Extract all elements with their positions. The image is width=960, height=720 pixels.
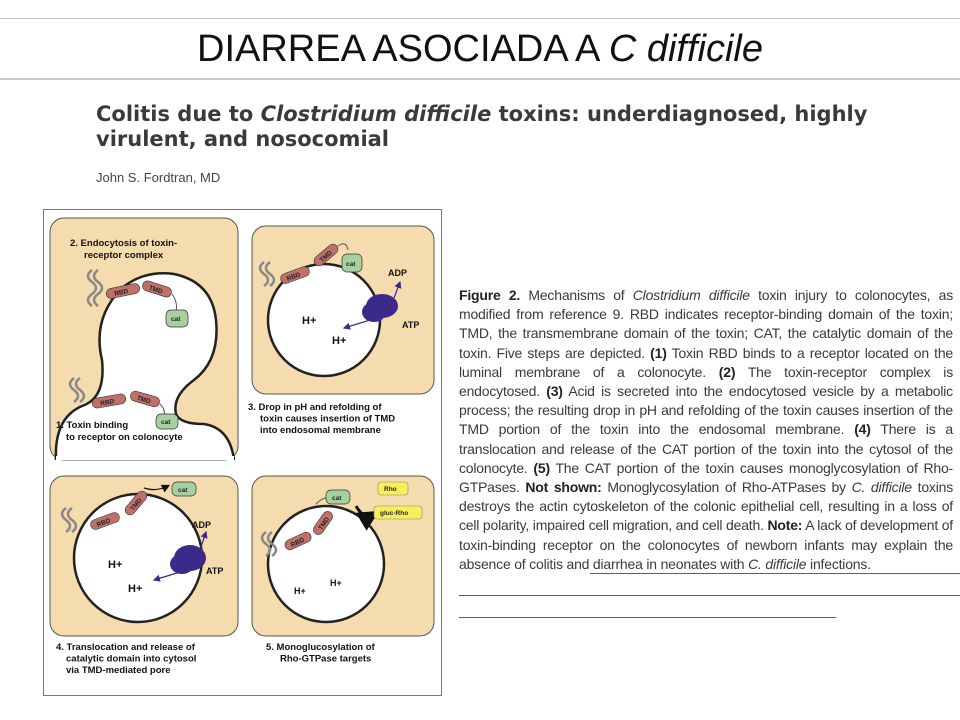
hplus-3b: H+ <box>332 335 347 347</box>
top-divider <box>0 18 960 19</box>
svg-text:cat: cat <box>178 487 188 494</box>
svg-text:cat: cat <box>171 316 181 323</box>
svg-text:RBD: RBD <box>99 398 115 408</box>
svg-text:TMD: TMD <box>135 394 152 406</box>
panel-5-label: 5. Monoglucosylation of Rho-GTPase targets <box>266 642 375 665</box>
adp-label-3: ADP <box>388 268 408 278</box>
svg-text:RBD: RBD <box>289 536 306 549</box>
svg-text:cat: cat <box>161 419 171 426</box>
panel-3-label: 3. Drop in pH and refolding of toxin causes insertion of TMD into endosomal membrane <box>248 402 396 436</box>
panel-2-label: 2. Endocytosis of toxin- receptor complex <box>70 238 178 261</box>
svg-text:TMD: TMD <box>147 284 164 296</box>
svg-text:cat: cat <box>332 495 342 502</box>
slide-title: DIARREA ASOCIADA A C difficile <box>197 28 763 70</box>
adp-label-4: ADP <box>192 520 212 530</box>
highlight-line-1 <box>590 573 960 574</box>
panel-1-label: 1. Toxin binding to receptor on colonocyte <box>56 420 183 443</box>
svg-text:RBD: RBD <box>285 271 302 283</box>
figure-caption: Figure 2. Mechanisms of Clostridium difficile toxin injury to colonocytes, as modified from reference 9. RBD indicates receptor-binding domain of the toxin; TMD, the transmembrane domain of the toxin; CAT, the catalytic domain of the toxin. Five steps are depicted. (1) Toxin RBD binds to a receptor located on the luminal membrane of a colonocyte. (2) The toxin-receptor complex is endocytosed. (3) Acid is secreted into the endocytosed vesicle by a metabolic process; the resulting drop in pH and refolding of the toxin causes insertion of the TMD portion of the toxin into the endosomal membrane. (4) There is a translocation and release of the CAT portion of the toxin into the cytosol of the colonocyte. (5) The CAT portion of the toxin causes monoglycosylation of Rho-GTPases. Not shown: Monoglycosylation of Rho-ATPases by C. difficile toxins destroys the actin cytoskeleton of the colonic epithelial cell, resulting in a loss of cell polarity, impaired cell migration, and cell death. Note: A lack of development of toxin-binding receptor on the colonocytes of newborn infants may explain the absence of colitis and diarrhea in neonates with C. difficile infections. <box>459 287 953 572</box>
title-divider <box>0 78 960 80</box>
svg-text:cat: cat <box>346 261 356 268</box>
hplus-4a: H+ <box>108 559 123 571</box>
highlight-line-3 <box>459 617 836 618</box>
hplus-5a: H+ <box>294 586 306 596</box>
svg-text:TMD: TMD <box>129 497 144 513</box>
svg-text:RBD: RBD <box>113 287 130 298</box>
panel-4-label: 4. Translocation and release of catalytic domain into cytosol via TMD-mediated pore <box>56 642 197 676</box>
svg-text:TMD: TMD <box>317 516 332 532</box>
gluc-rho-label: gluc-Rho <box>380 510 409 517</box>
svg-text:TMD: TMD <box>318 249 334 264</box>
rho-label: Rho <box>384 486 397 493</box>
hplus-4b: H+ <box>128 583 143 595</box>
atp-label-3: ATP <box>402 320 420 330</box>
highlight-line-2 <box>459 595 960 596</box>
mechanism-figure <box>43 209 442 696</box>
atp-label-4: ATP <box>206 566 224 576</box>
hplus-5b: H+ <box>330 578 342 588</box>
article-title: Colitis due to Clostridium difficile toxins: underdiagnosed, highly virulent, and nosocomial <box>96 102 868 151</box>
cytosol-bottom <box>56 456 234 460</box>
mechanism-diagram <box>44 210 441 695</box>
hplus-3a: H+ <box>302 315 317 327</box>
svg-text:RBD: RBD <box>95 517 112 529</box>
article-author: John S. Fordtran, MD <box>96 170 221 185</box>
